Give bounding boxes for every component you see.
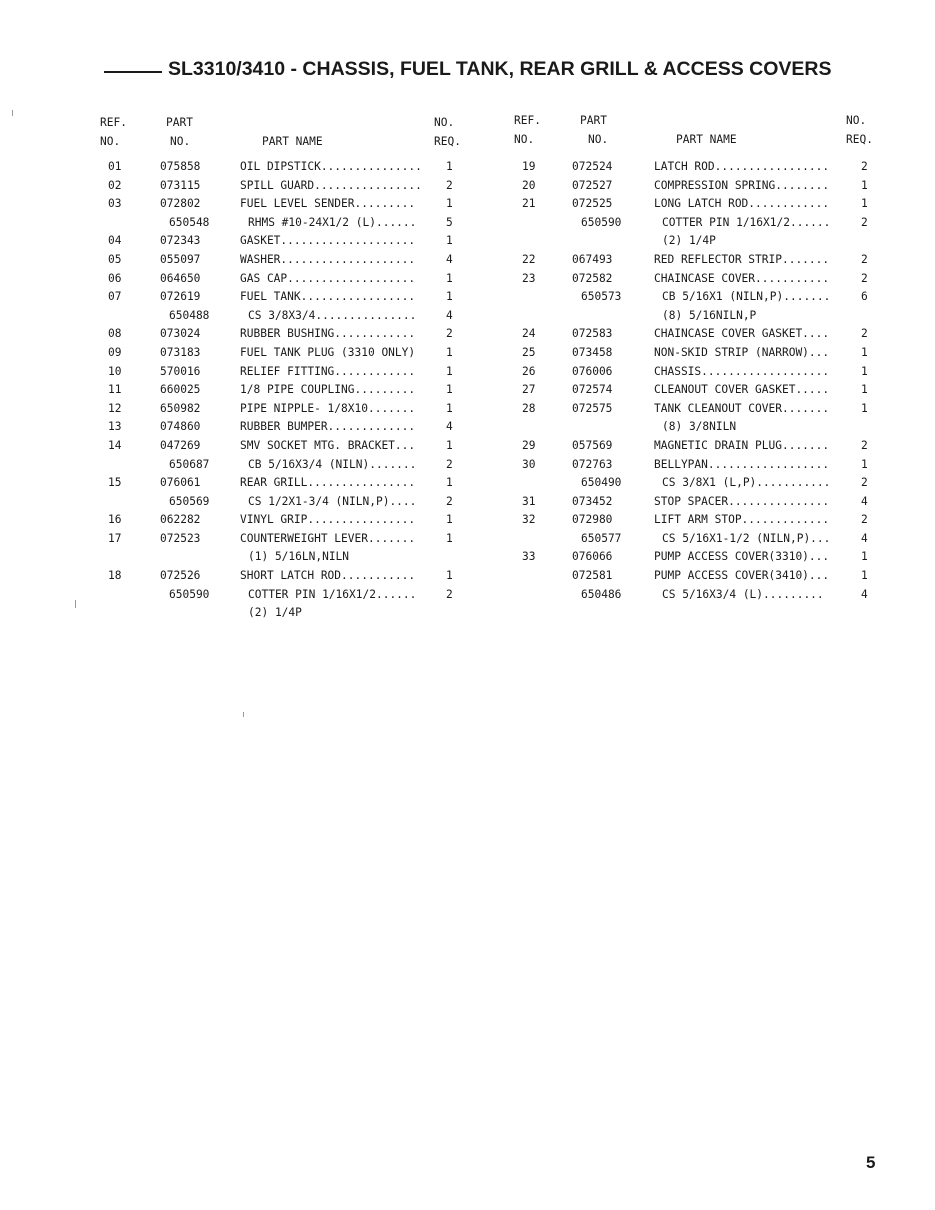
part-no: 073024: [160, 327, 201, 341]
qty-required: 4: [861, 531, 868, 545]
part-name: FUEL TANK.................: [240, 290, 416, 304]
part-name: RELIEF FITTING............: [240, 364, 416, 378]
qty-required: 2: [861, 476, 868, 490]
part-name: CS 3/8X3/4...............: [248, 308, 417, 322]
part-name: LONG LATCH ROD............: [654, 197, 830, 211]
ref-no: 21: [522, 197, 536, 211]
part-no: 064650: [160, 271, 201, 285]
part-no: 072524: [572, 160, 613, 173]
part-name: CS 3/8X1 (L,P)...........: [662, 476, 831, 490]
qty-required: 1: [446, 438, 453, 452]
qty-required: 1: [446, 271, 453, 285]
part-name: CS 1/2X1-3/4 (NILN,P)....: [248, 494, 417, 508]
qty-required: 1: [446, 513, 453, 527]
part-name: (2) 1/4P: [248, 606, 302, 620]
qty-required: 1: [446, 476, 453, 490]
part-name: CHAINCASE COVER...........: [654, 271, 830, 285]
part-name: MAGNETIC DRAIN PLUG.......: [654, 438, 830, 452]
ref-no: 03: [108, 197, 122, 211]
ref-no: 32: [522, 513, 536, 527]
part-name: GAS CAP...................: [240, 271, 416, 285]
qty-required: 4: [446, 420, 453, 434]
header-ref-1: REF.: [100, 116, 127, 129]
part-name: COTTER PIN 1/16X1/2......: [662, 215, 831, 229]
ref-no: 29: [522, 438, 536, 452]
qty-required: 1: [861, 383, 868, 397]
part-no: 072802: [160, 197, 201, 211]
ref-no: 28: [522, 401, 536, 415]
part-no: 062282: [160, 513, 201, 527]
part-no: 072526: [160, 569, 201, 583]
qty-required: 1: [446, 197, 453, 211]
qty-required: 2: [446, 587, 453, 601]
qty-required: 1: [861, 364, 868, 378]
qty-required: 1: [446, 364, 453, 378]
ref-no: 22: [522, 252, 536, 266]
part-name: LIFT ARM STOP.............: [654, 513, 830, 527]
qty-required: 2: [861, 438, 868, 452]
ref-no: 17: [108, 531, 122, 545]
ref-no: 09: [108, 345, 122, 359]
ref-no: 30: [522, 457, 536, 471]
part-name: SHORT LATCH ROD...........: [240, 569, 416, 583]
part-no: 072619: [160, 290, 201, 304]
part-name: PIPE NIPPLE- 1/8X10.......: [240, 401, 416, 415]
part-no: 660025: [160, 383, 201, 397]
part-name: NON-SKID STRIP (NARROW)...: [654, 345, 830, 359]
header-part-1: PART: [166, 116, 193, 129]
ref-no: 12: [108, 401, 122, 415]
scan-mark: [243, 712, 244, 717]
header-req-2: REQ.: [846, 133, 873, 146]
part-no: 650488: [169, 308, 210, 322]
part-no: 072582: [572, 271, 613, 285]
part-no: 067493: [572, 252, 613, 266]
part-name: TANK CLEANOUT COVER.......: [654, 401, 830, 415]
part-no: 057569: [572, 438, 613, 452]
qty-required: 4: [446, 252, 453, 266]
part-name: CLEANOUT COVER GASKET.....: [654, 383, 830, 397]
part-no: 650573: [581, 290, 622, 304]
qty-required: 4: [861, 494, 868, 508]
ref-no: 11: [108, 383, 122, 397]
part-name: CS 5/16X1-1/2 (NILN,P)...: [662, 531, 831, 545]
ref-no: 26: [522, 364, 536, 378]
part-no: 650982: [160, 401, 201, 415]
qty-required: 2: [446, 494, 453, 508]
ref-no: 19: [522, 160, 536, 173]
part-no: 076066: [572, 550, 613, 564]
part-no: 047269: [160, 438, 201, 452]
qty-required: 1: [861, 197, 868, 211]
part-no: 073452: [572, 494, 613, 508]
part-name: REAR GRILL................: [240, 476, 416, 490]
part-name: CHAINCASE COVER GASKET....: [654, 327, 830, 341]
qty-required: 1: [861, 457, 868, 471]
qty-required: 1: [446, 383, 453, 397]
part-name: COTTER PIN 1/16X1/2......: [248, 587, 417, 601]
header-part-1: PART: [580, 114, 607, 127]
ref-no: 04: [108, 234, 122, 248]
page-title: [104, 58, 832, 81]
qty-required: 2: [861, 327, 868, 341]
part-name: WASHER....................: [240, 252, 416, 266]
part-no: 073458: [572, 345, 613, 359]
ref-no: 24: [522, 327, 536, 341]
ref-no: 18: [108, 569, 122, 583]
header-req-1: NO.: [434, 116, 455, 129]
qty-required: 1: [861, 401, 868, 415]
part-no: 072575: [572, 401, 613, 415]
header-ref-1: REF.: [514, 114, 541, 127]
part-no: 650569: [169, 494, 210, 508]
part-no: 072581: [572, 569, 613, 583]
header-part-name: PART NAME: [262, 135, 323, 148]
qty-required: 1: [861, 178, 868, 192]
ref-no: 02: [108, 178, 122, 192]
part-name: CB 5/16X1 (NILN,P).......: [662, 290, 831, 304]
part-no: 072980: [572, 513, 613, 527]
page-title-text: SL3310/3410 - CHASSIS, FUEL TANK, REAR GRILL & ACCESS COVERS: [168, 58, 832, 80]
ref-no: 23: [522, 271, 536, 285]
qty-required: 6: [861, 290, 868, 304]
ref-no: 13: [108, 420, 122, 434]
part-name: (8) 5/16NILN,P: [662, 308, 757, 322]
part-name: RUBBER BUSHING............: [240, 327, 416, 341]
part-no: 072527: [572, 178, 613, 192]
part-no: 650687: [169, 457, 210, 471]
qty-required: 1: [446, 160, 453, 173]
part-no: 650490: [581, 476, 622, 490]
part-no: 072763: [572, 457, 613, 471]
header-ref-2: NO.: [514, 133, 535, 146]
part-name: RUBBER BUMPER.............: [240, 420, 416, 434]
qty-required: 4: [861, 587, 868, 601]
ref-no: 27: [522, 383, 536, 397]
ref-no: 07: [108, 290, 122, 304]
part-no: 055097: [160, 252, 201, 266]
qty-required: 1: [446, 569, 453, 583]
qty-required: 4: [446, 308, 453, 322]
ref-no: 33: [522, 550, 536, 564]
ref-no: 06: [108, 271, 122, 285]
part-no: 073183: [160, 345, 201, 359]
ref-no: 01: [108, 160, 122, 173]
part-no: 650590: [581, 215, 622, 229]
part-no: 076006: [572, 364, 613, 378]
part-name: PUMP ACCESS COVER(3410)...: [654, 569, 830, 583]
part-no: 072574: [572, 383, 613, 397]
qty-required: 2: [861, 252, 868, 266]
part-name: OIL DIPSTICK...............: [240, 160, 422, 173]
part-no: 072583: [572, 327, 613, 341]
part-name: FUEL TANK PLUG (3310 ONLY): [240, 345, 416, 359]
header-part-2: NO.: [588, 133, 609, 146]
part-no: 074860: [160, 420, 201, 434]
qty-required: 5: [446, 215, 453, 229]
part-no: 570016: [160, 364, 201, 378]
ref-no: 08: [108, 327, 122, 341]
ref-no: 31: [522, 494, 536, 508]
part-no: 072525: [572, 197, 613, 211]
scan-mark: [12, 110, 13, 116]
part-name: (1) 5/16LN,NILN: [248, 550, 350, 564]
part-name: PUMP ACCESS COVER(3310)...: [654, 550, 830, 564]
part-name: RHMS #10-24X1/2 (L)......: [248, 215, 417, 229]
header-req-2: REQ.: [434, 135, 461, 148]
qty-required: 1: [446, 401, 453, 415]
part-name: STOP SPACER...............: [654, 494, 830, 508]
part-name: (8) 3/8NILN: [662, 420, 737, 434]
part-no: 650486: [581, 587, 622, 601]
part-no: 650577: [581, 531, 622, 545]
qty-required: 2: [861, 513, 868, 527]
header-part-name: PART NAME: [676, 133, 737, 146]
part-name: COMPRESSION SPRING........: [654, 178, 830, 192]
part-no: 650590: [169, 587, 210, 601]
part-name: SPILL GUARD................: [240, 178, 422, 192]
part-name: 1/8 PIPE COUPLING.........: [240, 383, 416, 397]
part-name: RED REFLECTOR STRIP.......: [654, 252, 830, 266]
ref-no: 16: [108, 513, 122, 527]
part-name: CB 5/16X3/4 (NILN).......: [248, 457, 417, 471]
qty-required: 2: [861, 160, 868, 173]
part-no: 072523: [160, 531, 201, 545]
qty-required: 1: [446, 345, 453, 359]
qty-required: 2: [861, 271, 868, 285]
part-name: SMV SOCKET MTG. BRACKET...: [240, 438, 416, 452]
part-name: BELLYPAN..................: [654, 457, 830, 471]
scan-mark: [75, 600, 76, 608]
ref-no: 20: [522, 178, 536, 192]
part-no: 072343: [160, 234, 201, 248]
part-no: 076061: [160, 476, 201, 490]
qty-required: 2: [861, 215, 868, 229]
header-part-2: NO.: [170, 135, 191, 148]
qty-required: 2: [446, 457, 453, 471]
part-name: COUNTERWEIGHT LEVER.......: [240, 531, 416, 545]
ref-no: 10: [108, 364, 122, 378]
part-name: GASKET....................: [240, 234, 416, 248]
qty-required: 1: [861, 345, 868, 359]
part-no: 650548: [169, 215, 210, 229]
qty-required: 1: [446, 531, 453, 545]
qty-required: 2: [446, 327, 453, 341]
header-ref-2: NO.: [100, 135, 121, 148]
qty-required: 1: [446, 290, 453, 304]
qty-required: 2: [446, 178, 453, 192]
part-name: CS 5/16X3/4 (L).........: [662, 587, 824, 601]
ref-no: 25: [522, 345, 536, 359]
header-req-1: NO.: [846, 114, 867, 127]
qty-required: 1: [861, 569, 868, 583]
part-no: 073115: [160, 178, 201, 192]
page-number: 5: [866, 1153, 876, 1172]
part-no: 075858: [160, 160, 201, 173]
ref-no: 05: [108, 252, 122, 266]
title-rule: [104, 71, 162, 73]
part-name: FUEL LEVEL SENDER.........: [240, 197, 416, 211]
qty-required: 1: [446, 234, 453, 248]
part-name: CHASSIS...................: [654, 364, 830, 378]
ref-no: 15: [108, 476, 122, 490]
part-name: (2) 1/4P: [662, 234, 716, 248]
part-name: VINYL GRIP................: [240, 513, 416, 527]
ref-no: 14: [108, 438, 122, 452]
qty-required: 1: [861, 550, 868, 564]
part-name: LATCH ROD.................: [654, 160, 830, 173]
